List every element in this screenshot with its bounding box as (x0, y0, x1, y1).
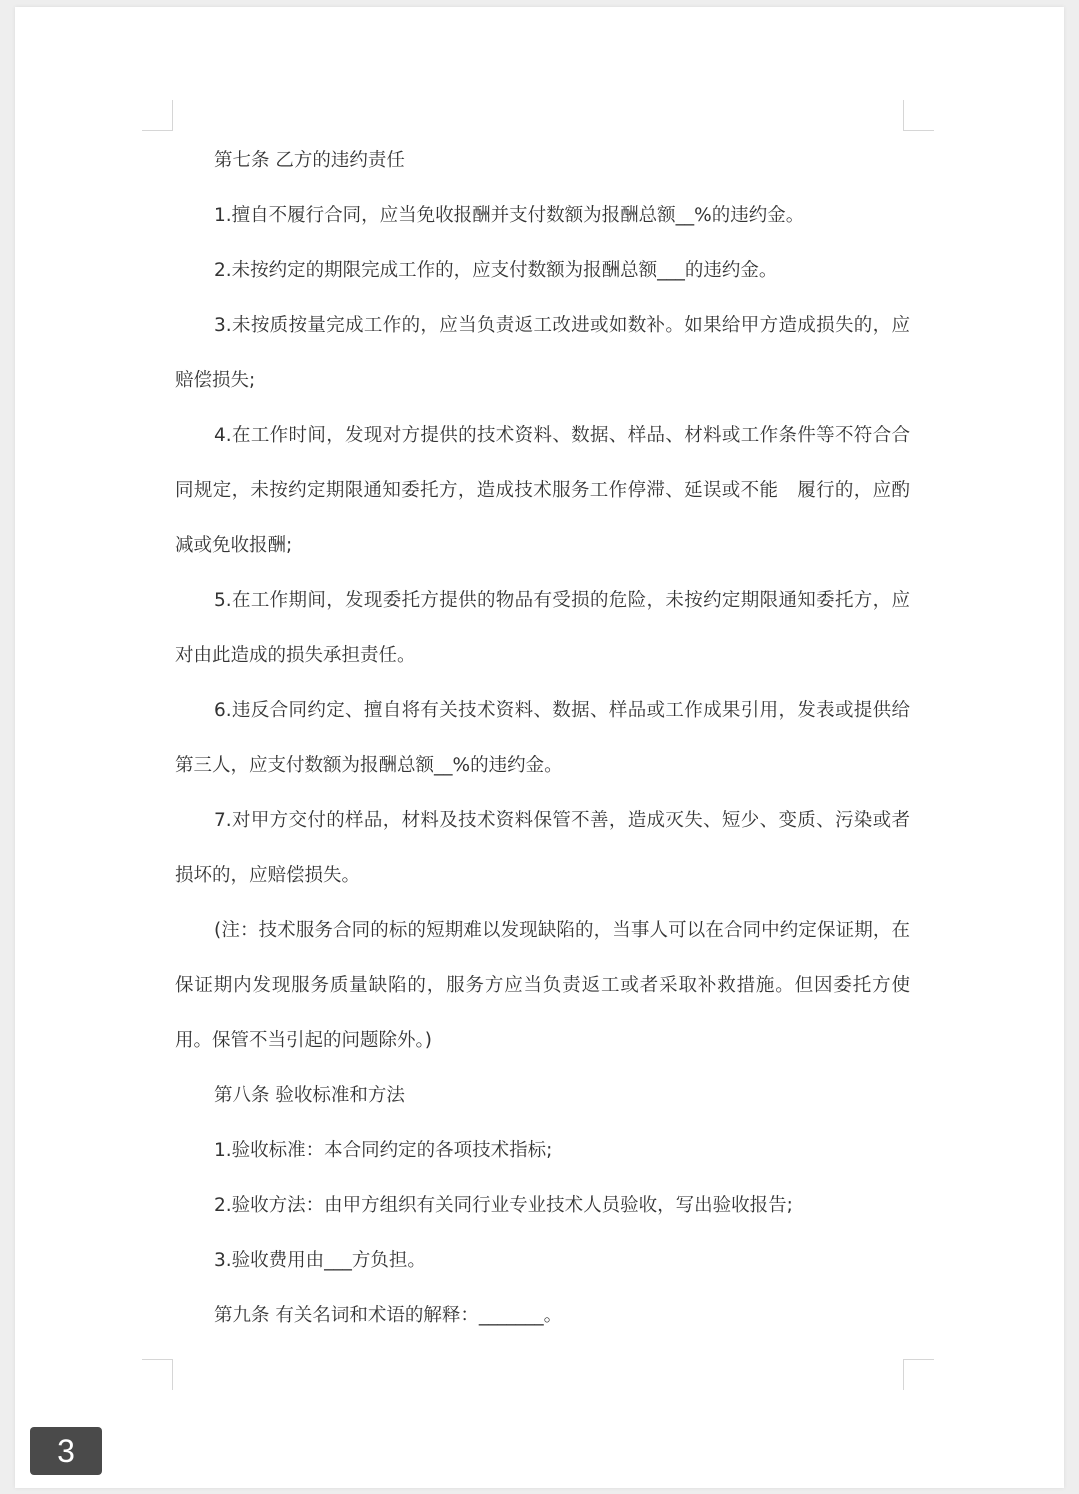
crop-mark-top-right (903, 100, 934, 131)
paragraph: 3.未按质按量完成工作的，应当负责返工改进或如数补。如果给甲方造成损失的，应赔偿损失; (175, 315, 910, 391)
crop-mark-bottom-left (142, 1359, 173, 1390)
document-page (15, 7, 1064, 1488)
paragraph: 1.擅自不履行合同，应当免收报酬并支付数额为报酬总额__%的违约金。 (214, 205, 805, 226)
article-7-heading: 第七条 乙方的违约责任 (214, 150, 405, 171)
crop-mark-bottom-right (903, 1359, 934, 1390)
article-9-heading: 第九条 有关名词和术语的解释：_______。 (214, 1305, 563, 1326)
page-number-badge: 3 (30, 1427, 102, 1475)
paragraph: 5.在工作期间，发现委托方提供的物品有受损的危险，未按约定期限通知委托方，应对由此造成的损失承担责任。 (175, 590, 910, 666)
paragraph: 2.未按约定的期限完成工作的，应支付数额为报酬总额___的违约金。 (214, 260, 778, 281)
paragraph: 6.违反合同约定、擅自将有关技术资料、数据、样品或工作成果引用，发表或提供给第三人，应支付数额为报酬总额__%的违约金。 (175, 700, 910, 776)
article-8-heading: 第八条 验收标准和方法 (214, 1085, 405, 1106)
crop-mark-top-left (142, 100, 173, 131)
paragraph: 4.在工作时间，发现对方提供的技术资料、数据、样品、材料或工作条件等不符合合同规定，未按约定期限通知委托方，造成技术服务工作停滞、延误或不能 履行的，应酌减或免收报酬; (175, 425, 910, 556)
paragraph: 2.验收方法：由甲方组织有关同行业专业技术人员验收，写出验收报告; (214, 1195, 793, 1216)
paragraph: 7.对甲方交付的样品，材料及技术资料保管不善，造成灭失、短少、变质、污染或者损坏的，应赔偿损失。 (175, 810, 910, 886)
note-paragraph: (注：技术服务合同的标的短期难以发现缺陷的，当事人可以在合同中约定保证期，在保证期内发现服务质量缺陷的，服务方应当负责返工或者采取补救措施。但因委托方使用。保管不当引起的问题除外。) (175, 920, 910, 1051)
document-body (175, 133, 910, 1343)
paragraph: 1.验收标准：本合同约定的各项技术指标; (214, 1140, 553, 1161)
paragraph: 3.验收费用由___方负担。 (214, 1250, 426, 1271)
